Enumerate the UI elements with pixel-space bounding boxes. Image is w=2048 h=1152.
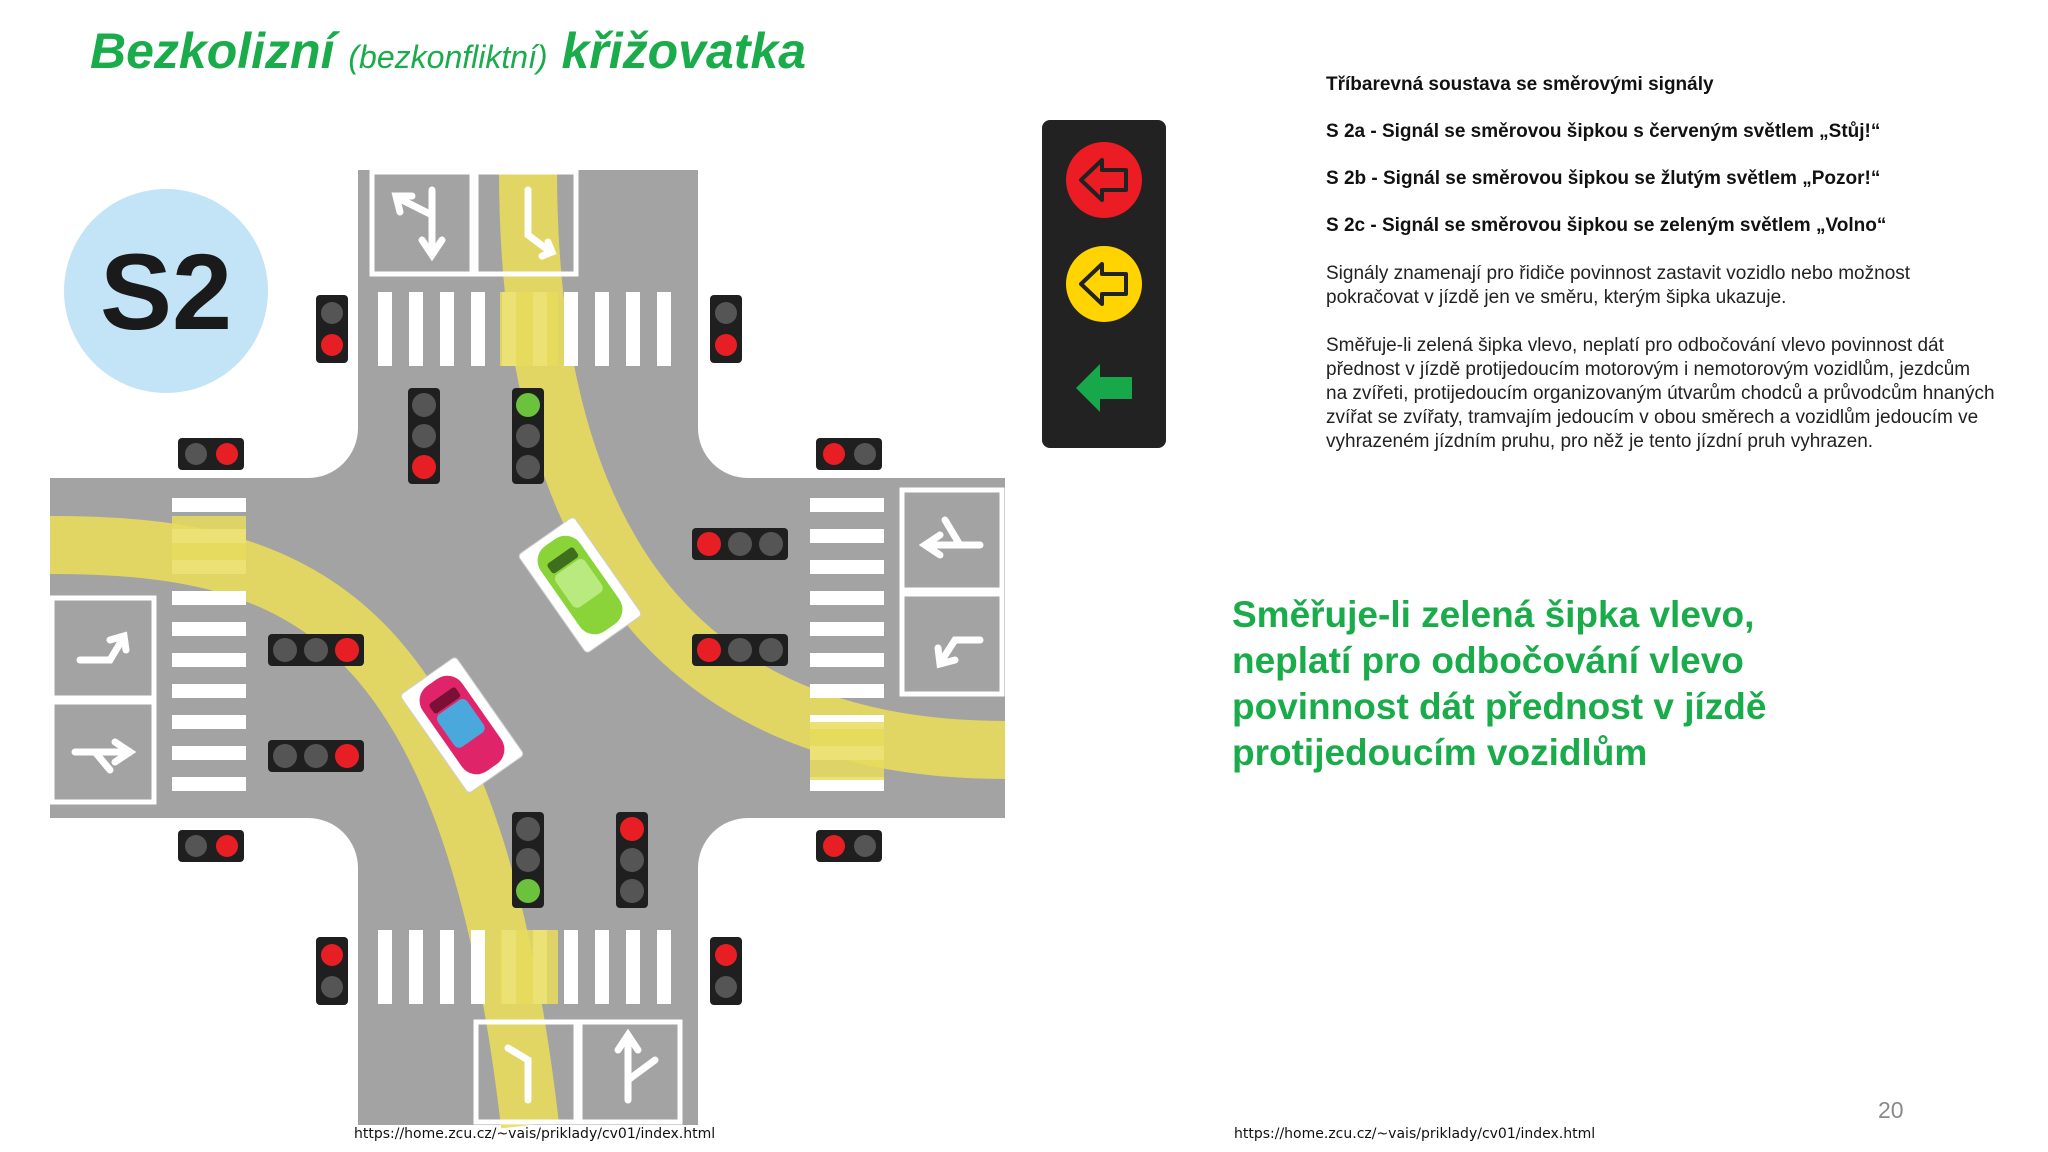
vehicle-signal [268, 634, 364, 666]
ped-signal [710, 295, 742, 363]
vehicle-signal [692, 528, 788, 560]
vehicle-signal [408, 388, 440, 484]
title-sub: (bezkonfliktní) [348, 39, 548, 75]
info-s2a: S 2a - Signál se směrovou šipkou s červeným světlem „Stůj!“ [1326, 121, 1881, 142]
vehicle-signal [616, 812, 648, 908]
info-panel [1326, 74, 1996, 454]
red-arrow-light [1066, 142, 1142, 218]
info-note-1: Signály znamenají pro řidiče povinnost zastavit vozidlo nebo možnost pokračovat v jízdě jen ve směru, kterým šipka ukazuje. [1326, 263, 1911, 308]
ped-signal [316, 295, 348, 363]
badge-text: S2 [99, 231, 233, 352]
ped-signal [710, 937, 742, 1005]
badge-s2 [64, 189, 268, 393]
ped-signal [816, 438, 882, 470]
info-note-2: Směřuje-li zelená šipka vlevo, neplatí pro odbočování vlevo povinnost dát přednost v jízdě protijedoucím motorovým i nemotorovým vozidlům, jezdcům na zvířeti, protijedoucím organizovaným útvarům chodců a průvodcům hnaných zvířat se zvířaty, tramvajím jedoucím v obou směrech a vozidlům jedoucím ve vyhrazeném jízdním pruhu, pro něž je tento jízdní pruh vyhrazen. [1326, 335, 1995, 452]
vehicle-signal [268, 740, 364, 772]
ped-signal [178, 438, 244, 470]
title-main: Bezkolizní [90, 23, 335, 79]
ped-signal [178, 830, 244, 862]
ped-signal [816, 830, 882, 862]
source-left: https://home.zcu.cz/~vais/priklady/cv01/index.html [354, 1126, 716, 1142]
info-s2c: S 2c - Signál se směrovou šipkou se zeleným světlem „Volno“ [1326, 215, 1887, 236]
ped-signal [316, 937, 348, 1005]
highlight-text: Směřuje-li zelená šipka vlevo, neplatí pro odbočování vlevo povinnost dát přednost v jízdě protijedoucím vozidlům [1232, 594, 1767, 773]
vehicle-signal [512, 812, 544, 908]
source-right: https://home.zcu.cz/~vais/priklady/cv01/index.html [1234, 1126, 1596, 1142]
page-number: 20 [1878, 1097, 1904, 1123]
vehicle-signal [512, 388, 544, 484]
directional-signal [1042, 120, 1166, 448]
yellow-arrow-light [1066, 246, 1142, 322]
title-end: křižovatka [561, 23, 807, 79]
vehicle-signal [692, 634, 788, 666]
info-s2b: S 2b - Signál se směrovou šipkou se žlutým světlem „Pozor!“ [1326, 168, 1881, 189]
info-heading: Tříbarevná soustava se směrovými signály [1326, 74, 1714, 95]
